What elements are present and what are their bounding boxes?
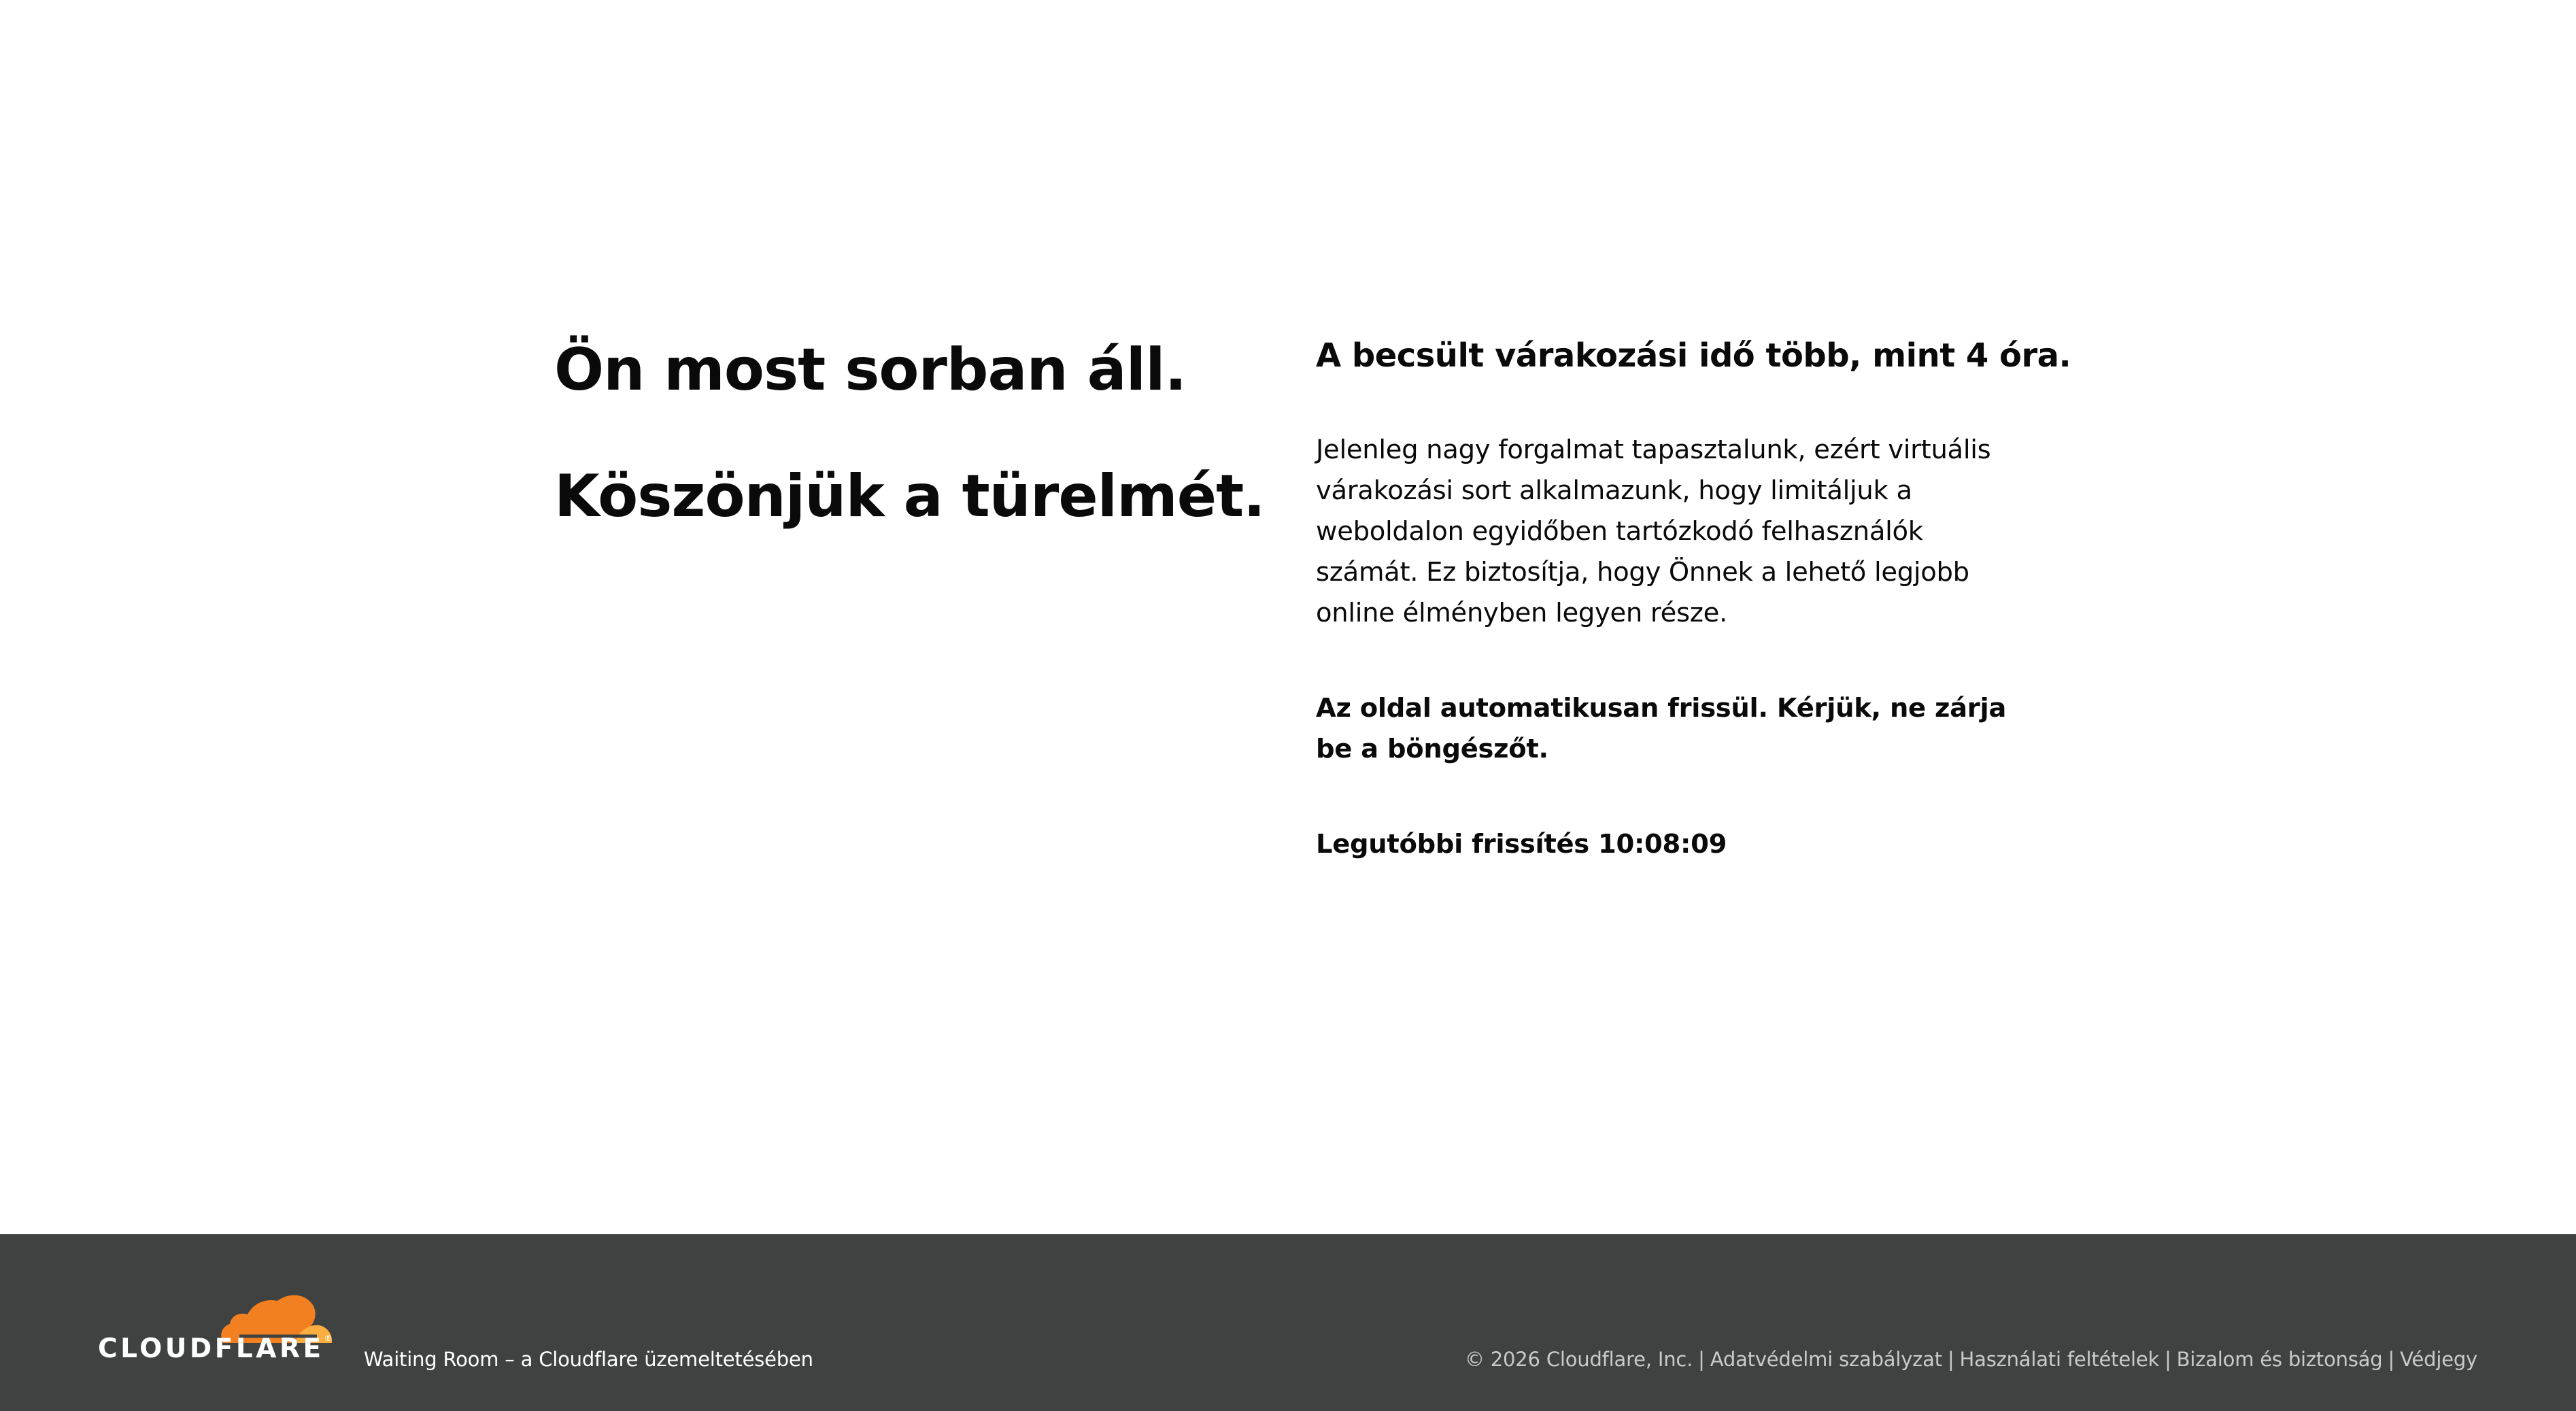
cloudflare-logo[interactable] (98, 1289, 336, 1370)
trust-safety-link[interactable]: Bizalom és biztonság (2176, 1348, 2383, 1371)
separator: | (2388, 1348, 2395, 1371)
trademark-link[interactable]: Védjegy (2400, 1348, 2477, 1371)
cloudflare-wordmark (98, 1333, 333, 1364)
powered-by-text: Waiting Room – a Cloudflare üzemeltetésében (364, 1348, 813, 1371)
logo-wordmark-text: CLOUDFLARE (98, 1333, 324, 1364)
auto-refresh-notice: Az oldal automatikusan frissül. Kérjük, ne zárja be a böngészőt. (1316, 693, 2007, 764)
separator: | (1698, 1348, 1705, 1371)
separator: | (1947, 1348, 1954, 1371)
separator: | (2165, 1348, 2171, 1371)
terms-of-use-link[interactable]: Használati feltételek (1959, 1348, 2160, 1371)
registered-mark: ® (324, 1333, 333, 1343)
last-refresh-time: Legutóbbi frissítés 10:08:09 (1316, 829, 1727, 860)
queue-info-block (1316, 332, 2071, 865)
queue-heading-block (554, 329, 1268, 537)
legal-links (1465, 1348, 2477, 1371)
privacy-policy-link[interactable]: Adatvédelmi szabályzat (1710, 1348, 1942, 1371)
thank-you-title: Köszönjük a türelmét. (554, 462, 1265, 530)
queue-explanation: Jelenleg nagy forgalmat tapasztalunk, ezért virtuális várakozási sort alkalmazunk, hogy limitáljuk a weboldalon egyidőben tartózkodó felhasználók számát. Ez biztosítja, hogy Önnek a lehető legjobb online élményben legyen része. (1316, 435, 1991, 628)
copyright-text: © 2026 Cloudflare, Inc. (1464, 1348, 1693, 1371)
queue-title: Ön most sorban áll. (554, 336, 1187, 404)
wait-time-estimate: A becsült várakozási idő több, mint 4 óra. (1316, 337, 2071, 375)
footer (0, 1234, 2576, 1411)
